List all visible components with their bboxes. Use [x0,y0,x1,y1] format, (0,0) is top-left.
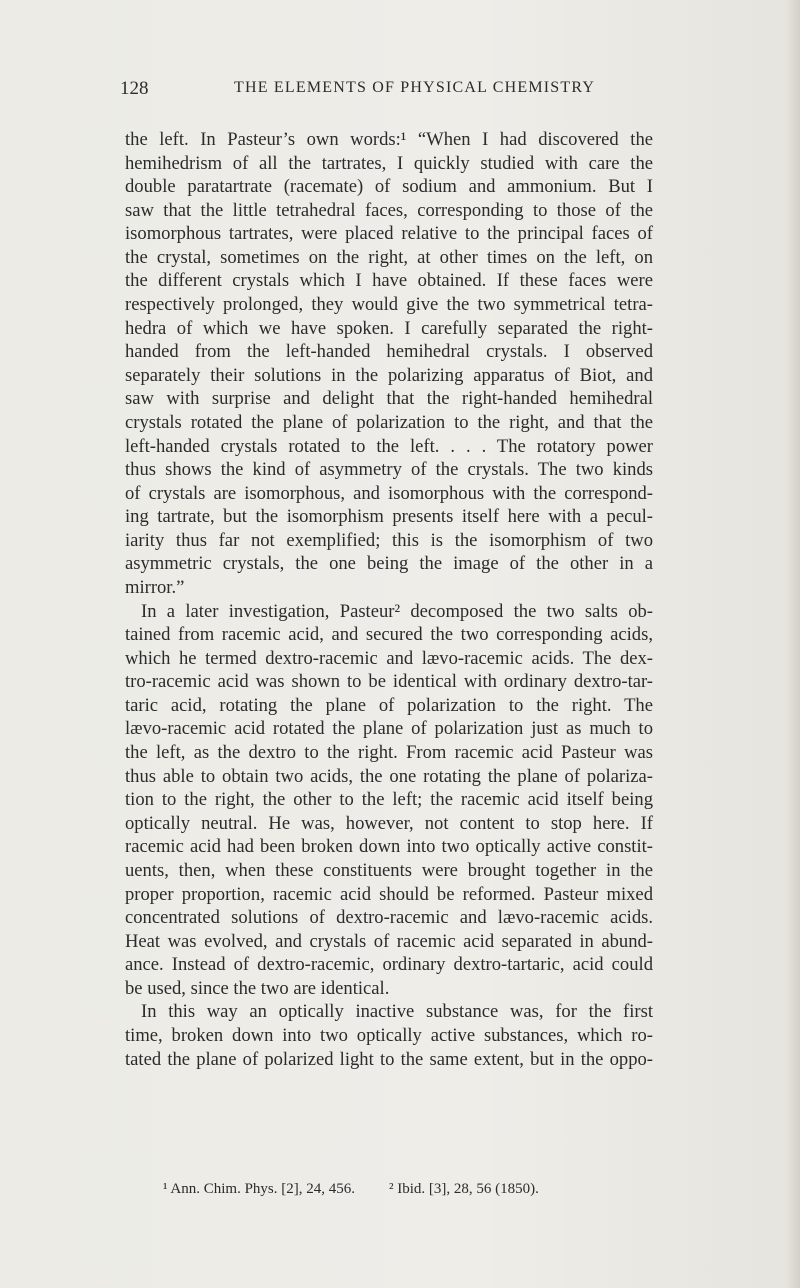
text-line: left-handed crystals rotated to the left. . . . The rotatory power [125,435,653,457]
body-text [125,128,653,1071]
text-line: ing tartrate, but the isomorphism presents itself here with a pecul- [125,506,653,528]
text-line: the crystal, sometimes on the right, at other times on the left, on [125,246,653,268]
text-line: uents, then, when these constituents were brought together in the [125,859,653,881]
text-line: saw that the little tetrahedral faces, corresponding to those of the [125,199,653,221]
text-line: In a later investigation, Pasteur² decomposed the two salts ob- [141,600,653,622]
text-line: tained from racemic acid, and secured the two corresponding acids, [125,624,653,646]
footnote-2: ² Ibid. [3], 28, 56 (1850). [389,1181,539,1197]
text-line: the different crystals which I have obtained. If these faces were [125,270,653,292]
text-line: lævo-racemic acid rotated the plane of polarization just as much to [125,718,653,740]
text-line: Heat was evolved, and crystals of racemic acid separated in abund- [125,930,653,952]
text-line: hedra of which we have spoken. I carefully separated the right- [125,317,653,339]
text-line: taric acid, rotating the plane of polarization to the right. The [125,694,653,716]
running-head: THE ELEMENTS OF PHYSICAL CHEMISTRY [234,79,596,96]
text-line: thus shows the kind of asymmetry of the crystals. The two kinds [125,459,653,481]
text-line: handed from the left-handed hemihedral crystals. I observed [125,341,653,363]
text-line: the left, as the dextro to the right. From racemic acid Pasteur was [125,742,653,764]
text-line: hemihedrism of all the tartrates, I quickly studied with care the [125,152,653,174]
text-line: time, broken down into two optically active substances, which ro- [125,1024,653,1046]
text-line: asymmetric crystals, the one being the image of the other in a [125,553,653,575]
text-line: tro-racemic acid was shown to be identical with ordinary dextro-tar- [125,671,653,693]
text-line: optically neutral. He was, however, not content to stop here. If [125,812,653,834]
text-line: In this way an optically inactive substance was, for the first [141,1001,653,1023]
text-line: separately their solutions in the polarizing apparatus of Biot, and [125,364,653,386]
page-header [120,78,700,102]
text-line: isomorphous tartrates, were placed relative to the principal faces of [125,223,653,245]
text-line: crystals rotated the plane of polarization to the right, and that the [125,411,653,433]
footnotes [163,1181,643,1203]
text-line: respectively prolonged, they would give the two symmetrical tetra- [125,294,653,316]
text-line: which he termed dextro-racemic and lævo-racemic acids. The dex- [125,647,653,669]
page-edge-shadow [786,0,800,1288]
text-line: double paratartrate (racemate) of sodium and ammonium. But I [125,176,653,198]
text-line: tated the plane of polarized light to the same extent, but in the oppo- [125,1048,653,1070]
text-line: the left. In Pasteur’s own words:¹ “When I had discovered the [125,129,653,150]
text-line: ance. Instead of dextro-racemic, ordinary dextro-tartaric, acid could [125,954,653,976]
text-line: tion to the right, the other to the left; the racemic acid itself being [125,789,653,811]
text-line: racemic acid had been broken down into two optically active constit- [125,836,653,858]
text-line: mirror.” [125,576,185,598]
text-line: proper proportion, racemic acid should be reformed. Pasteur mixed [125,883,653,905]
text-line: of crystals are isomorphous, and isomorphous with the correspond- [125,482,653,504]
text-line: iarity thus far not exemplified; this is the isomorphism of two [125,529,653,551]
text-line: thus able to obtain two acids, the one rotating the plane of polariza- [125,765,653,787]
footnote-1: ¹ Ann. Chim. Phys. [2], 24, 456. [163,1181,356,1197]
text-line: saw with surprise and delight that the right-handed hemihedral [125,388,653,410]
text-line: be used, since the two are identical. [125,977,390,999]
page-number: 128 [120,78,149,99]
text-line: concentrated solutions of dextro-racemic and lævo-racemic acids. [125,907,653,929]
